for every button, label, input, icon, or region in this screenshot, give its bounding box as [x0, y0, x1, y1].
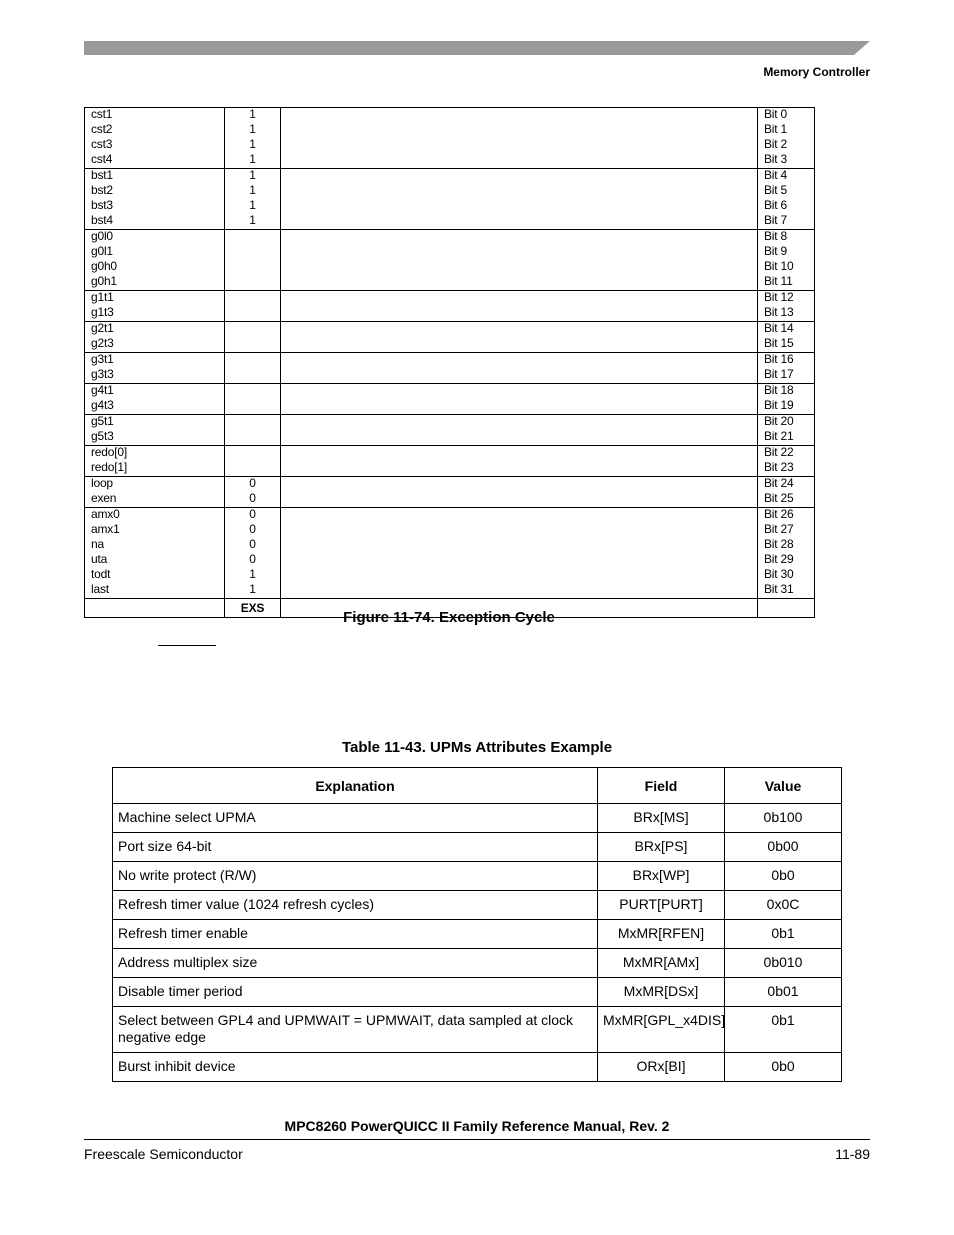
- table-caption: Table 11-43. UPMs Attributes Example: [341, 739, 613, 756]
- signal-name: g0l0: [91, 230, 113, 243]
- table-header-row: [113, 768, 842, 804]
- signals-cell: [85, 108, 225, 169]
- signals-cell: [85, 446, 225, 477]
- value-cell: 0b100: [725, 804, 842, 833]
- value-cell: 0x0C: [725, 891, 842, 920]
- signal-value: [231, 368, 274, 383]
- bit-label: Bit 14: [764, 322, 794, 335]
- bits-cell: [758, 108, 815, 169]
- signal-group-row: [85, 353, 815, 384]
- table-row: [113, 978, 842, 1007]
- bit-label: Bit 5: [764, 184, 788, 197]
- exception-cycle-figure: [84, 107, 815, 618]
- empty-cell: [281, 108, 758, 169]
- signal-value: 0: [249, 553, 256, 566]
- bits-cell: [758, 446, 815, 477]
- field-cell: ORx[BI]: [598, 1053, 725, 1082]
- value-cell: 0b0: [725, 1053, 842, 1082]
- signal-name: todt: [91, 568, 111, 581]
- bit-label: Bit 26: [764, 508, 794, 521]
- bit-label: Bit 21: [764, 430, 794, 443]
- value-cell: 0b010: [725, 949, 842, 978]
- bit-label: Bit 30: [764, 568, 794, 581]
- signal-value: 0: [249, 477, 256, 490]
- values-cell: [225, 477, 281, 508]
- bits-cell: [758, 169, 815, 230]
- signal-group-row: [85, 230, 815, 291]
- signal-group-row: [85, 291, 815, 322]
- value-cell: 0b00: [725, 833, 842, 862]
- signal-value: [231, 260, 274, 275]
- bit-label: Bit 24: [764, 477, 794, 490]
- signal-value: 1: [249, 153, 256, 166]
- explanation-cell: Refresh timer enable: [113, 920, 598, 949]
- table-row: [113, 891, 842, 920]
- signal-name: redo[0]: [91, 446, 127, 459]
- signal-name: g5t3: [91, 430, 114, 443]
- figure-caption: Figure 11-74. Exception Cycle: [343, 609, 555, 626]
- column-header: Field: [598, 768, 725, 804]
- bits-cell: [758, 477, 815, 508]
- signal-value: 1: [249, 568, 256, 581]
- upm-attributes-table: [112, 767, 842, 1082]
- bit-label: Bit 15: [764, 337, 794, 350]
- signal-name: g5t1: [91, 415, 114, 428]
- signal-value: 1: [249, 184, 256, 197]
- bit-label: Bit 8: [764, 230, 788, 243]
- signals-cell: [85, 353, 225, 384]
- bit-label: Bit 1: [764, 123, 788, 136]
- bit-label: Bit 9: [764, 245, 788, 258]
- explanation-cell: Refresh timer value (1024 refresh cycles): [113, 891, 598, 920]
- signals-cell: [85, 322, 225, 353]
- bit-label: Bit 16: [764, 353, 794, 366]
- signal-name: g1t1: [91, 291, 114, 304]
- bit-label: Bit 12: [764, 291, 794, 304]
- values-cell: [225, 384, 281, 415]
- bits-cell: [758, 291, 815, 322]
- signal-name: uta: [91, 553, 108, 566]
- signal-value: [231, 291, 274, 306]
- signal-name: g0l1: [91, 245, 113, 258]
- signal-name: g2t3: [91, 337, 114, 350]
- signal-value: [231, 415, 274, 430]
- signal-name: g0h1: [91, 275, 117, 288]
- empty-cell: [281, 384, 758, 415]
- values-cell: [225, 353, 281, 384]
- empty-cell: [281, 508, 758, 599]
- signal-name: bst1: [91, 169, 113, 182]
- bit-label: Bit 10: [764, 260, 794, 273]
- company-name: Freescale Semiconductor: [84, 1146, 243, 1162]
- values-cell: [225, 508, 281, 599]
- page-number: 11-89: [835, 1146, 870, 1162]
- section-title: Memory Controller: [763, 65, 870, 79]
- bit-label: Bit 31: [764, 583, 794, 596]
- signal-name: bst4: [91, 214, 113, 227]
- signal-group-row: [85, 169, 815, 230]
- signals-cell: [85, 415, 225, 446]
- empty-cell: [281, 446, 758, 477]
- field-cell: MxMR[GPL_x4DIS]: [598, 1007, 725, 1053]
- bit-label: Bit 29: [764, 553, 794, 566]
- table-row: [113, 949, 842, 978]
- signal-name: g4t1: [91, 384, 114, 397]
- signal-value: 1: [249, 199, 256, 212]
- signal-value: [231, 446, 274, 461]
- signals-cell: [85, 230, 225, 291]
- signal-value: [231, 461, 274, 476]
- bit-label: Bit 11: [764, 275, 793, 288]
- value-cell: 0b01: [725, 978, 842, 1007]
- column-header: Explanation: [113, 768, 598, 804]
- signal-value: 1: [249, 108, 256, 121]
- bit-label: Bit 7: [764, 214, 788, 227]
- values-cell: [225, 446, 281, 477]
- signal-value: [231, 337, 274, 352]
- signal-name: g1t3: [91, 306, 114, 319]
- bit-label: Bit 20: [764, 415, 794, 428]
- empty-cell: [281, 169, 758, 230]
- footnote-divider: [158, 645, 216, 646]
- signal-name: last: [91, 583, 109, 596]
- empty-cell: [281, 322, 758, 353]
- signal-name: cst1: [91, 108, 113, 121]
- bit-label: Bit 17: [764, 368, 794, 381]
- signal-name: g3t3: [91, 368, 114, 381]
- bit-label: Bit 25: [764, 492, 794, 505]
- signal-group-row: [85, 508, 815, 599]
- bit-label: Bit 13: [764, 306, 794, 319]
- values-cell: [225, 108, 281, 169]
- field-cell: BRx[MS]: [598, 804, 725, 833]
- signal-name: cst4: [91, 153, 113, 166]
- value-cell: 0b0: [725, 862, 842, 891]
- bit-label: Bit 19: [764, 399, 794, 412]
- signal-group-row: [85, 415, 815, 446]
- signal-value: [231, 322, 274, 337]
- signal-value: 0: [249, 538, 256, 551]
- field-cell: MxMR[DSx]: [598, 978, 725, 1007]
- signal-value: [231, 245, 274, 260]
- bit-label: Bit 3: [764, 153, 788, 166]
- signal-name: loop: [91, 477, 113, 490]
- table-row: [113, 1007, 842, 1053]
- bit-label: Bit 2: [764, 138, 788, 151]
- table-row: [113, 804, 842, 833]
- bits-cell: [758, 415, 815, 446]
- explanation-cell: No write protect (R/W): [113, 862, 598, 891]
- signal-value: [231, 275, 274, 290]
- signal-group-row: [85, 108, 815, 169]
- signal-value: [231, 306, 274, 321]
- signal-name: exen: [91, 492, 117, 505]
- signal-name: amx0: [91, 508, 120, 521]
- bit-label: Bit 28: [764, 538, 794, 551]
- bits-cell: [758, 353, 815, 384]
- signal-name: bst2: [91, 184, 113, 197]
- signal-value: 1: [249, 138, 256, 151]
- signal-value: 0: [249, 508, 256, 521]
- explanation-cell: Port size 64-bit: [113, 833, 598, 862]
- field-cell: BRx[WP]: [598, 862, 725, 891]
- signal-group-row: [85, 477, 815, 508]
- empty-cell: [281, 291, 758, 322]
- bit-label: Bit 22: [764, 446, 794, 459]
- field-cell: MxMR[AMx]: [598, 949, 725, 978]
- value-cell: 0b1: [725, 920, 842, 949]
- signal-group-row: [85, 322, 815, 353]
- signal-name: amx1: [91, 523, 120, 536]
- signal-value: 0: [249, 492, 256, 505]
- signal-name: redo[1]: [91, 461, 127, 474]
- empty-cell: [281, 230, 758, 291]
- signal-name: g3t1: [91, 353, 114, 366]
- signal-group-row: [85, 384, 815, 415]
- empty-cell: [281, 415, 758, 446]
- signal-name: g0h0: [91, 260, 117, 273]
- table-row: [113, 833, 842, 862]
- values-cell: [225, 230, 281, 291]
- signal-value: 1: [249, 169, 256, 182]
- signal-name: bst3: [91, 199, 113, 212]
- signals-cell: [85, 508, 225, 599]
- bits-cell: [758, 384, 815, 415]
- empty-cell: [281, 477, 758, 508]
- signals-cell: [85, 169, 225, 230]
- signal-value: [231, 230, 274, 245]
- signal-value: [231, 353, 274, 368]
- signal-name: na: [91, 538, 104, 551]
- signals-cell: [85, 291, 225, 322]
- bit-label: Bit 23: [764, 461, 794, 474]
- exs-label: EXS: [225, 599, 281, 618]
- values-cell: [225, 415, 281, 446]
- bits-cell: [758, 230, 815, 291]
- signal-value: [231, 430, 274, 445]
- explanation-cell: Machine select UPMA: [113, 804, 598, 833]
- signal-value: 1: [249, 214, 256, 227]
- table-row: [113, 1053, 842, 1082]
- bit-label: Bit 18: [764, 384, 794, 397]
- bit-label: Bit 4: [764, 169, 788, 182]
- signal-value: [231, 384, 274, 399]
- header-bar: [84, 41, 870, 55]
- field-cell: BRx[PS]: [598, 833, 725, 862]
- values-cell: [225, 291, 281, 322]
- values-cell: [225, 322, 281, 353]
- bit-label: Bit 6: [764, 199, 788, 212]
- explanation-cell: Disable timer period: [113, 978, 598, 1007]
- bits-cell: [758, 508, 815, 599]
- values-cell: [225, 169, 281, 230]
- signal-name: g2t1: [91, 322, 114, 335]
- empty-cell: [281, 353, 758, 384]
- signal-name: g4t3: [91, 399, 114, 412]
- bit-label: Bit 27: [764, 523, 794, 536]
- manual-title: MPC8260 PowerQUICC II Family Reference Manual, Rev. 2: [284, 1118, 670, 1134]
- signal-group-row: [85, 446, 815, 477]
- signals-cell: [85, 477, 225, 508]
- table-row: [113, 920, 842, 949]
- explanation-cell: Address multiplex size: [113, 949, 598, 978]
- signal-value: 1: [249, 583, 256, 596]
- table-row: [113, 862, 842, 891]
- field-cell: MxMR[RFEN]: [598, 920, 725, 949]
- signal-value: 1: [249, 123, 256, 136]
- footer-divider: [84, 1139, 870, 1140]
- signals-cell: [85, 384, 225, 415]
- bits-cell: [758, 322, 815, 353]
- bit-label: Bit 0: [764, 108, 788, 121]
- signal-name: cst3: [91, 138, 113, 151]
- signal-name: cst2: [91, 123, 113, 136]
- column-header: Value: [725, 768, 842, 804]
- value-cell: 0b1: [725, 1007, 842, 1053]
- signal-value: [231, 399, 274, 414]
- explanation-cell: Burst inhibit device: [113, 1053, 598, 1082]
- field-cell: PURT[PURT]: [598, 891, 725, 920]
- signal-value: 0: [249, 523, 256, 536]
- explanation-cell: Select between GPL4 and UPMWAIT = UPMWAIT, data sampled at clock negative edge: [113, 1007, 598, 1053]
